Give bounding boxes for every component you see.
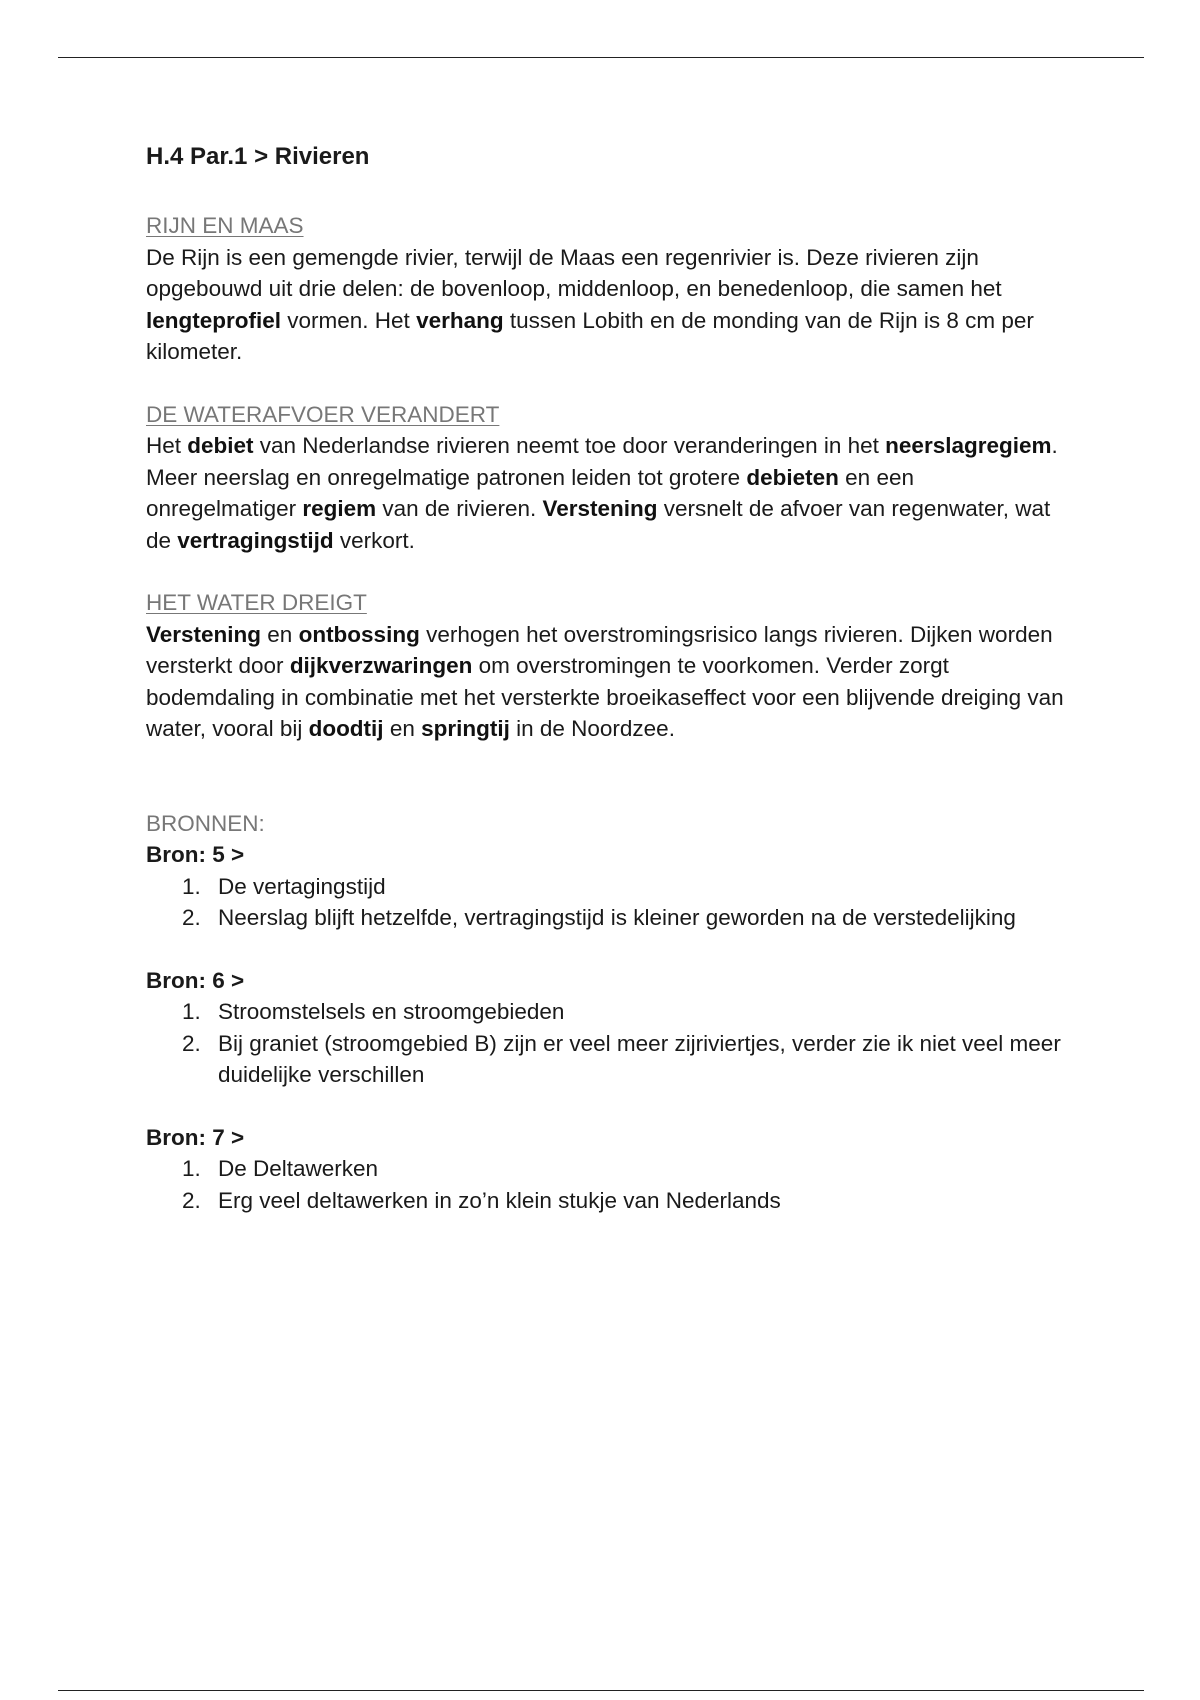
list-number: 1.	[182, 873, 201, 899]
section-rijn-en-maas	[146, 210, 1066, 368]
text-run: vormen. Het	[281, 307, 417, 333]
list-item	[146, 871, 1066, 903]
source-title: Bron: 6 >	[146, 967, 245, 993]
list-number: 2.	[182, 1030, 201, 1056]
section-paragraph	[146, 619, 1066, 745]
source-list	[146, 996, 1066, 1091]
bold-term: Verstening	[542, 496, 658, 521]
list-item	[146, 1153, 1066, 1185]
text-run: De Rijn is een gemengde rivier, terwijl de Maas een regenrivier is. Deze rivieren zijn opgebouwd uit drie delen: de bovenloop, middenloop, en benedenloop, die samen het	[146, 244, 1002, 301]
source-list	[146, 1153, 1066, 1216]
bold-term: lengteprofiel	[146, 307, 282, 333]
text-run: versnelt de afvoer van regenwater, wat de	[146, 496, 1051, 553]
text-run: Het	[146, 433, 188, 458]
bold-term: verhang	[416, 307, 504, 333]
text-run: en een onregelmatiger	[146, 464, 914, 521]
list-number: 1.	[182, 1156, 201, 1181]
list-item-text: De vertagingstijd	[218, 873, 386, 899]
source-title: Bron: 5 >	[146, 842, 245, 867]
text-run: verkort.	[333, 527, 415, 553]
text-run: . Meer neerslag en onregelmatige patronen leiden tot grotere	[146, 433, 1058, 490]
source-title: Bron: 7 >	[146, 1124, 245, 1150]
source-list	[146, 871, 1066, 934]
document-body	[146, 140, 1066, 1247]
section-water-dreigt	[146, 587, 1066, 745]
bold-term: vertragingstijd	[177, 527, 334, 553]
list-item	[146, 1185, 1066, 1217]
text-run: van Nederlandse rivieren neemt toe door veranderingen in het	[253, 433, 886, 458]
list-item-text: Stroomstelsels en stroomgebieden	[218, 999, 565, 1024]
text-run: tussen Lobith en de monding van de Rijn is 8 cm per kilometer.	[146, 307, 1034, 364]
list-number: 2.	[182, 905, 201, 930]
list-item	[146, 996, 1066, 1028]
text-run: en	[261, 621, 299, 647]
list-number: 2.	[182, 1187, 201, 1213]
sources-label: BRONNEN:	[146, 810, 265, 836]
bold-term: springtij	[421, 716, 510, 741]
section-paragraph	[146, 430, 1066, 556]
top-rule	[58, 57, 1144, 58]
section-heading: RIJN EN MAAS	[146, 213, 304, 238]
section-paragraph	[146, 242, 1066, 368]
text-run: en	[383, 716, 422, 741]
list-item-text: Neerslag blijft hetzelfde, vertragingstijd is kleiner geworden na de verstedelijking	[218, 905, 1016, 930]
source-block-6	[146, 965, 1066, 1091]
source-block-7	[146, 1122, 1066, 1217]
section-heading: DE WATERAFVOER VERANDERT	[146, 401, 500, 427]
bold-term: debieten	[746, 464, 839, 490]
source-block-5	[146, 839, 1066, 934]
bold-term: regiem	[302, 496, 377, 521]
list-item-text: De Deltawerken	[218, 1156, 379, 1181]
text-run: verhogen het overstromingsrisico langs rivieren. Dijken worden versterkt door	[146, 621, 1053, 678]
bold-term: neerslagregiem	[885, 433, 1052, 458]
bold-term: debiet	[187, 433, 254, 458]
bottom-rule	[58, 1690, 1144, 1691]
list-item-text: Bij graniet (stroomgebied B) zijn er veel meer zijriviertjes, verder zie ik niet veel meer duidelijke verschillen	[218, 1030, 1061, 1087]
text-run: van de rivieren.	[376, 496, 543, 521]
bold-term: ontbossing	[298, 621, 420, 647]
section-heading: HET WATER DREIGT	[146, 590, 367, 615]
page-title: H.4 Par.1 > Rivieren	[146, 143, 370, 170]
section-waterafvoer	[146, 399, 1066, 557]
text-run: in de Noordzee.	[509, 716, 675, 741]
bold-term: Verstening	[146, 621, 262, 647]
list-item	[146, 902, 1066, 934]
list-number: 1.	[182, 999, 201, 1024]
text-run: om overstromingen te voorkomen. Verder zorgt bodemdaling in combinatie met het versterkte broeikaseffect voor een blijvende dreiging van water, vooral bij	[146, 653, 1064, 741]
list-item-text: Erg veel deltawerken in zo’n klein stukje van Nederlands	[218, 1187, 781, 1213]
bold-term: dijkverzwaringen	[289, 653, 473, 678]
list-item	[146, 1028, 1066, 1091]
bold-term: doodtij	[308, 716, 384, 741]
